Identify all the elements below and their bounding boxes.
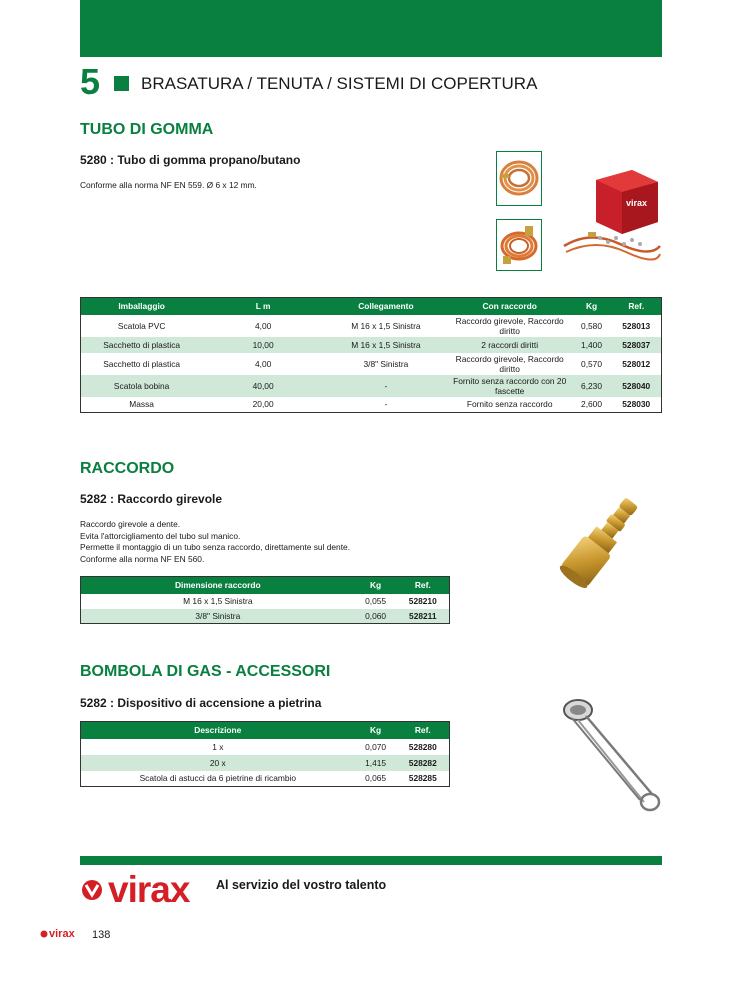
table-cell: -	[324, 375, 448, 397]
flint-lighter-image	[556, 692, 666, 816]
table-cell-ref: 528012	[622, 358, 651, 369]
table-header-row	[81, 577, 450, 594]
table-cell: M 16 x 1,5 Sinistra	[183, 596, 253, 606]
table-cell: 0,060	[355, 609, 397, 624]
table-cell: 3/8" Sinistra	[81, 609, 355, 624]
table-cell: Fornito senza raccordo con 20 fascette	[448, 375, 572, 397]
description-line: Conforme alla norma NF EN 559. Ø 6 x 12 mm.	[80, 180, 257, 190]
table-cell: 2 raccordi diritti	[448, 337, 572, 353]
top-color-band	[80, 0, 662, 57]
description-line: Permette il montaggio di un tubo senza raccordo, direttamente sul dente.	[80, 542, 351, 552]
column-header: Ref.	[397, 577, 450, 594]
virax-small-emblem-icon	[40, 930, 48, 938]
column-header: Ref.	[612, 298, 662, 315]
footer-small-logo	[40, 928, 75, 940]
table-cell: M 16 x 1,5 Sinistra	[324, 337, 448, 353]
footer-small-brand: virax	[49, 928, 75, 940]
section-title-raccordo: RACCORDO	[80, 460, 175, 477]
table-cell: 10,00	[202, 337, 324, 353]
column-header: Kg	[572, 298, 612, 315]
table-cell-ref: 528030	[622, 399, 651, 410]
table-cell: Sacchetto di plastica	[81, 337, 203, 353]
table-cell: Scatola bobina	[81, 375, 203, 397]
table-cell-ref: 528013	[622, 320, 651, 331]
table-cell: 1,400	[572, 337, 612, 353]
bottom-color-band	[80, 856, 662, 865]
table-cell: 0,065	[365, 773, 387, 784]
spec-table-fitting	[80, 576, 450, 624]
description-line: Conforme alla norma NF EN 560.	[80, 553, 205, 564]
table-cell: 4,00	[254, 358, 272, 369]
table-cell: 1 x	[212, 741, 224, 752]
page-number: 138	[92, 929, 111, 941]
table-row	[81, 755, 450, 771]
table-cell: 40,00	[202, 375, 324, 397]
column-header: Kg	[355, 577, 397, 594]
spec-table-lighter	[80, 721, 450, 787]
table-cell: 2,600	[581, 399, 602, 410]
table-cell: Sacchetto di plastica	[103, 358, 181, 369]
table-cell: Fornito senza raccordo	[466, 399, 553, 410]
table-row	[81, 337, 662, 353]
swivel-fitting-image	[556, 490, 646, 600]
description-line: Raccordo girevole a dente.	[80, 519, 181, 529]
table-cell-ref: 528282	[397, 755, 450, 771]
table-row	[81, 609, 450, 624]
virax-logo	[80, 868, 189, 912]
table-header-row	[81, 298, 662, 315]
table-cell-ref: 528210	[408, 596, 437, 606]
column-header: L m	[202, 298, 324, 315]
hose-box-image	[560, 166, 662, 272]
footer-slogan: Al servizio del vostro talento	[216, 878, 387, 892]
chapter-square-icon	[114, 76, 129, 91]
table-cell: 0,055	[365, 596, 387, 606]
table-cell: 1,415	[355, 755, 397, 771]
table-cell: 4,00	[254, 320, 272, 331]
table-row	[81, 397, 662, 413]
table-cell: 0,580	[581, 320, 602, 331]
spec-table-hose	[80, 297, 662, 413]
section-title-tubo: TUBO DI GOMMA	[80, 121, 214, 138]
table-cell-ref: 528040	[612, 375, 662, 397]
chapter-number: 5	[80, 61, 101, 102]
table-row	[81, 375, 662, 397]
column-header: Ref.	[397, 722, 450, 739]
column-header: Collegamento	[324, 298, 448, 315]
table-cell: Raccordo girevole, Raccordo diritto	[455, 353, 564, 374]
hose-with-fittings-image	[496, 219, 542, 271]
table-cell-ref: 528285	[408, 773, 437, 784]
table-header-row	[81, 722, 450, 739]
table-cell: 3/8" Sinistra	[363, 358, 409, 369]
table-row	[81, 594, 450, 609]
table-row	[81, 771, 450, 787]
table-row	[81, 353, 662, 375]
product-title-5282-accensione: 5282 : Dispositivo di accensione a pietrina	[80, 696, 322, 710]
column-header: Descrizione	[81, 722, 355, 739]
product-title-5280: 5280 : Tubo di gomma propano/butano	[80, 153, 301, 167]
virax-brand-text: virax	[108, 869, 190, 910]
column-header: Con raccordo	[448, 298, 572, 315]
table-cell: 20,00	[252, 399, 274, 410]
table-cell: 6,230	[572, 375, 612, 397]
column-header: Imballaggio	[81, 298, 203, 315]
virax-emblem-icon	[80, 878, 104, 902]
table-cell: Scatola PVC	[117, 320, 166, 331]
column-header: Kg	[355, 722, 397, 739]
table-cell: 0,070	[365, 741, 387, 752]
table-cell: Scatola di astucci da 6 pietrine di ricambio	[139, 773, 297, 784]
product-description-5280	[80, 180, 257, 192]
description-line: Evita l'attorcigliamento del tubo sul manico.	[80, 530, 241, 541]
section-title-bombola: BOMBOLA DI GAS - ACCESSORI	[80, 663, 331, 680]
table-cell: Massa	[129, 399, 154, 410]
table-cell: M 16 x 1,5 Sinistra	[351, 320, 421, 331]
box-brand-label: virax	[626, 198, 648, 208]
table-cell-ref: 528211	[397, 609, 450, 624]
product-description-raccordo	[80, 519, 350, 565]
hose-coil-image	[496, 151, 542, 206]
table-row	[81, 739, 450, 755]
table-cell-ref: 528037	[612, 337, 662, 353]
chapter-title: BRASATURA / TENUTA / SISTEMI DI COPERTURA	[141, 74, 538, 93]
product-title-5282-raccordo: 5282 : Raccordo girevole	[80, 492, 223, 506]
table-row	[81, 315, 662, 337]
column-header: Dimensione raccordo	[81, 577, 355, 594]
table-cell: 20 x	[81, 755, 355, 771]
table-cell: Raccordo girevole, Raccordo diritto	[455, 315, 564, 336]
chapter-header	[80, 62, 537, 102]
table-cell: 0,570	[581, 358, 602, 369]
table-cell: -	[384, 399, 388, 410]
table-cell-ref: 528280	[408, 741, 437, 752]
